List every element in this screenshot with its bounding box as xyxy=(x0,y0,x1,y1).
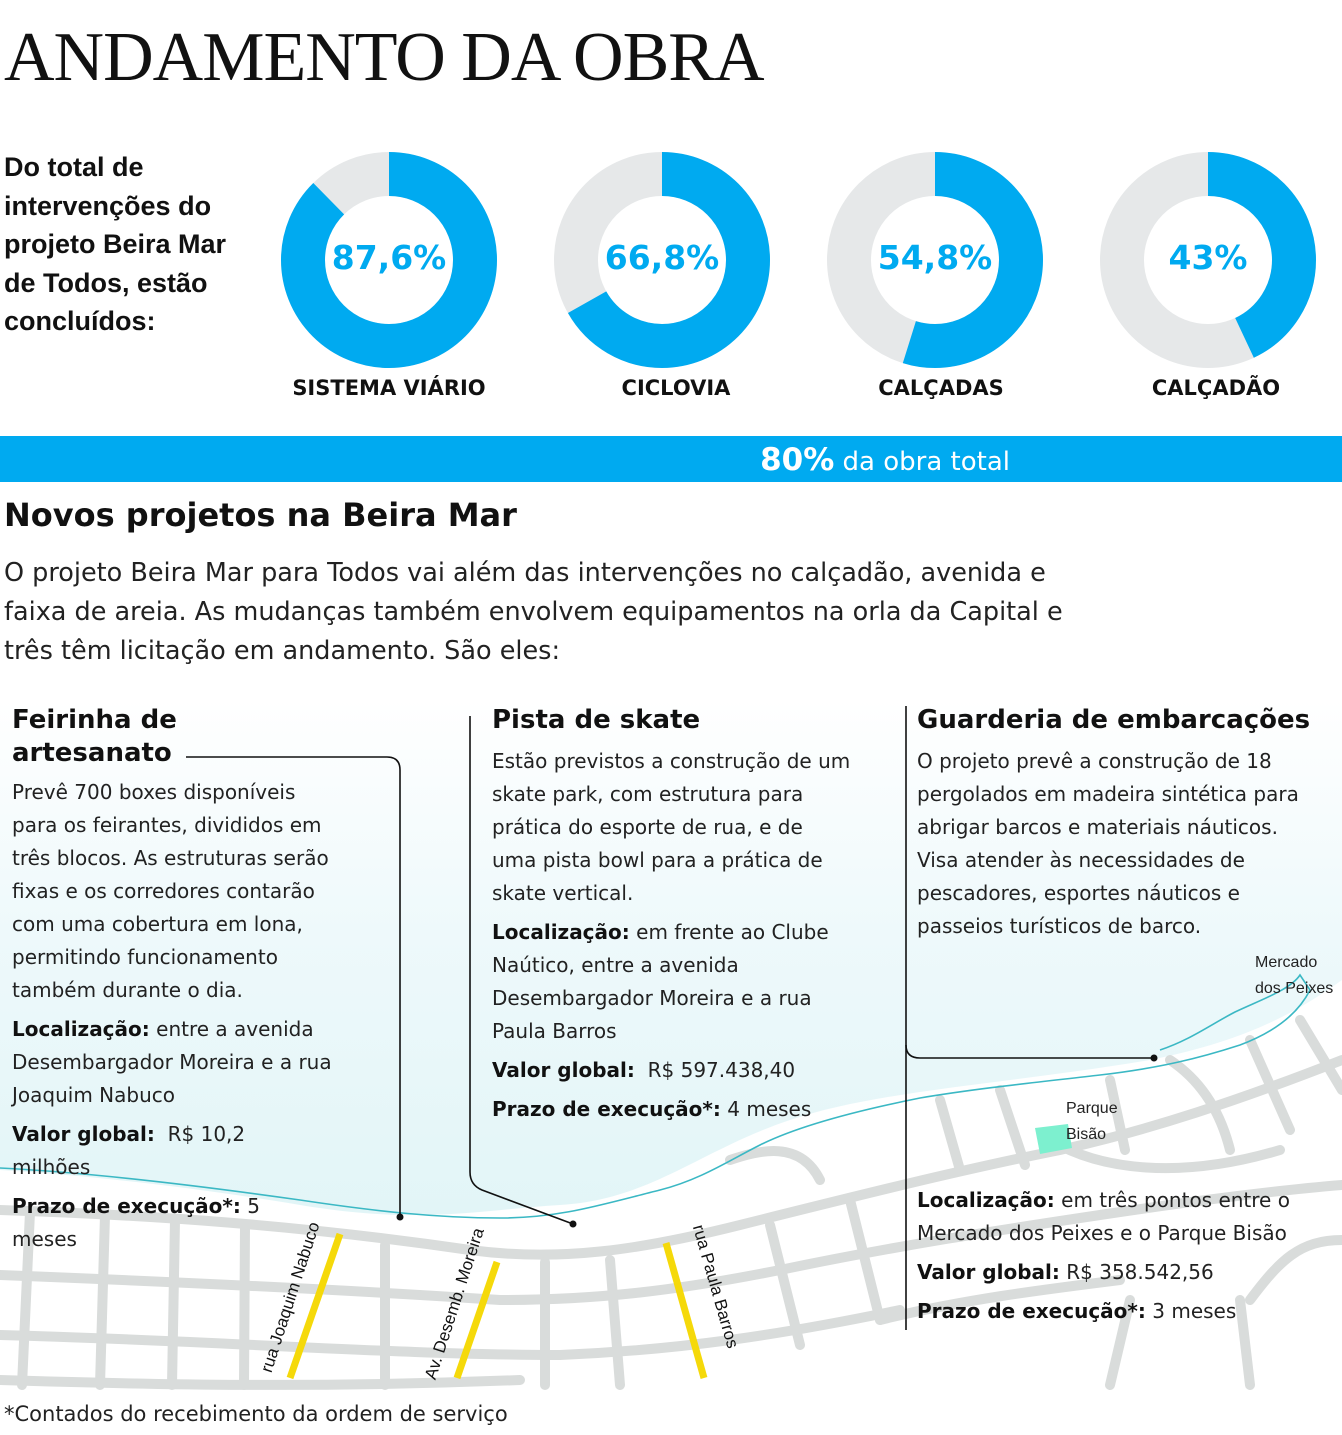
location-label: Localização: xyxy=(12,1017,150,1041)
project-deadline xyxy=(492,1093,852,1126)
deadline-value: 3 meses xyxy=(1152,1299,1237,1323)
value-label: Valor global: xyxy=(917,1260,1060,1284)
overall-percent: 80% xyxy=(760,442,835,478)
intro-text: Do total de intervenções do projeto Beira Mar de Todos, estão concluídos: xyxy=(4,152,227,336)
deadline-value: 5 meses xyxy=(12,1194,260,1251)
place-label-mercado-dos-peixes: Mercado dos Peixes xyxy=(1255,954,1334,997)
donut-percent: 87,6% xyxy=(331,238,447,277)
project-guarderia-details xyxy=(917,1184,1327,1334)
value-label: Valor global: xyxy=(492,1058,635,1082)
project-deadline xyxy=(917,1295,1327,1328)
value-amount: R$ 358.542,56 xyxy=(1066,1260,1214,1284)
donut-chart-ciclovia xyxy=(552,150,772,370)
donut-percent: 66,8% xyxy=(604,238,720,277)
location-value: entre a avenida Desembargador Moreira e a rua Joaquim Nabuco xyxy=(12,1017,332,1107)
project-location xyxy=(917,1184,1327,1250)
project-description: O projeto prevê a construção de 18 pergolados em madeira sintética para abrigar barcos e materiais náuticos. Visa atender às necessidades de pescadores, esportes náuticos e passeios turísticos de barco. xyxy=(917,749,1299,938)
location-label: Localização: xyxy=(917,1188,1055,1212)
project-guarderia xyxy=(917,704,1327,949)
section-intro: O projeto Beira Mar para Todos vai além das intervenções no calçadão, avenida e faixa de areia. As mudanças também envolvem equipamentos na orla da Capital e três têm licitação em andamento. São eles: xyxy=(4,558,1063,666)
project-deadline xyxy=(12,1190,262,1256)
donut-label: CICLOVIA xyxy=(621,376,731,400)
project-location xyxy=(12,1013,342,1112)
donut-chart-calcadas xyxy=(825,150,1045,370)
overall-progress-text xyxy=(760,438,1010,484)
street-label-desemb-moreira: Av. Desemb. Moreira xyxy=(420,1225,488,1382)
location-value: em três pontos entre o Mercado dos Peixes e o Parque Bisão xyxy=(917,1188,1290,1245)
section-title: Novos projetos na Beira Mar xyxy=(4,496,517,534)
project-value xyxy=(917,1256,1327,1289)
deadline-label: Prazo de execução*: xyxy=(492,1097,721,1121)
location-value: em frente ao Clube Naútico, entre a avenida Desembargador Moreira e a rua Paula Barros xyxy=(492,920,829,1043)
deadline-label: Prazo de execução*: xyxy=(12,1194,241,1218)
project-title: Feirinha de artesanato xyxy=(12,705,177,768)
donut-percent: 43% xyxy=(1168,238,1248,277)
donut-label: CALÇADÃO xyxy=(1151,376,1281,400)
value-amount: R$ 597.438,40 xyxy=(647,1058,796,1082)
overall-progress-bar xyxy=(0,436,1342,482)
location-label: Localização: xyxy=(492,920,630,944)
street-label-joaquim-nabuco: rua Joaquim Nabuco xyxy=(256,1219,324,1375)
place-label-parque-bisao: Parque Bisão xyxy=(1066,1100,1118,1143)
deadline-value: 4 meses xyxy=(727,1097,812,1121)
street-label-paula-barros: rua Paula Barros xyxy=(688,1222,743,1351)
project-value xyxy=(492,1054,852,1087)
donut-percent: 54,8% xyxy=(877,238,993,277)
project-pista-skate xyxy=(492,704,852,1132)
overall-label: da obra total xyxy=(842,447,1010,477)
project-value xyxy=(12,1118,262,1184)
project-location xyxy=(492,916,852,1048)
project-description: Estão previstos a construção de um skate park, com estrutura para prática do esporte de rua, e de uma pista bowl para a prática de skate vertical. xyxy=(492,749,851,905)
value-amount: R$ 10,2 milhões xyxy=(12,1122,246,1179)
overall-progress-fill xyxy=(0,436,1342,482)
page-title: ANDAMENTO DA OBRA xyxy=(4,19,764,96)
donut-chart-calcadao xyxy=(1098,150,1318,370)
value-label: Valor global: xyxy=(12,1122,155,1146)
deadline-label: Prazo de execução*: xyxy=(917,1299,1146,1323)
project-description: Prevê 700 boxes disponíveis para os feirantes, divididos em três blocos. As estruturas serão fixas e os corredores contarão com uma cobertura em lona, permitindo funcionamento também durante o dia. xyxy=(12,780,329,1002)
footnote: *Contados do recebimento da ordem de serviço xyxy=(4,1402,508,1426)
donut-label: SISTEMA VIÁRIO xyxy=(292,376,486,400)
project-feirinha xyxy=(12,704,342,1262)
project-title: Pista de skate xyxy=(492,705,701,735)
donut-label: CALÇADAS xyxy=(878,376,1004,400)
project-title: Guarderia de embarcações xyxy=(917,705,1311,735)
donut-chart-sistema-viario xyxy=(279,150,499,370)
